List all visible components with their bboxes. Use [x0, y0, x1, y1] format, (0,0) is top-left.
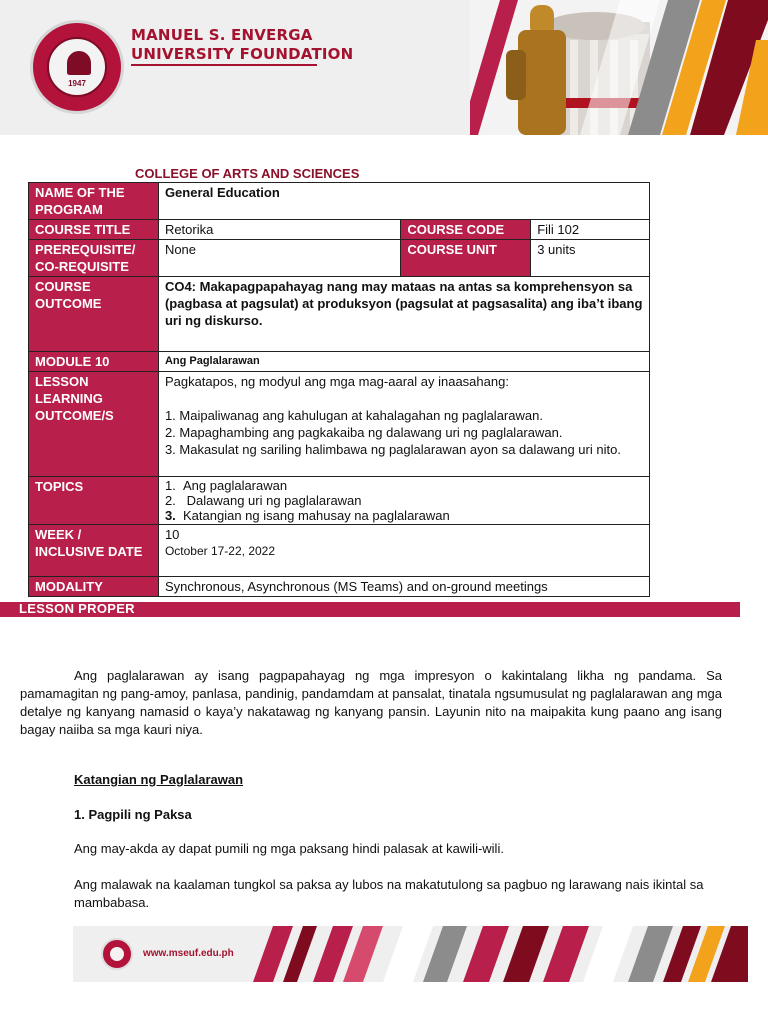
- program-value: General Education: [158, 183, 649, 220]
- inclusive-date: October 17-22, 2022: [164, 544, 276, 558]
- header-banner: [0, 0, 768, 135]
- topics-value: [158, 477, 649, 525]
- table-row: [29, 240, 650, 277]
- module-value: Ang Paglalarawan: [158, 352, 649, 372]
- table-row: [29, 525, 650, 577]
- list-item: 1. Ang paglalarawan: [164, 478, 288, 493]
- table-row: [29, 577, 650, 597]
- lesson-proper-title: LESSON PROPER: [19, 601, 135, 616]
- table-row: [29, 477, 650, 525]
- list-item: 3. Katangian ng isang mahusay na paglalarawan: [164, 508, 450, 523]
- program-label: NAME OF THE PROGRAM: [29, 183, 159, 220]
- university-name: MANUEL S. ENVERGA UNIVERSITY FOUNDATION: [131, 26, 354, 63]
- course-unit-label: COURSE UNIT: [401, 240, 531, 277]
- list-item: 3. Makasulat ng sariling halimbawa ng paglalarawan ayon sa dalawang uri nito.: [164, 442, 621, 457]
- section-heading: Katangian ng Paglalarawan: [74, 772, 244, 787]
- week-value: 10 October 17-22, 2022: [158, 525, 649, 577]
- table-row: [29, 220, 650, 240]
- table-row: [29, 372, 650, 477]
- modality-label: MODALITY: [29, 577, 159, 597]
- course-outcome-value: CO4: Makapagpapahayag nang may mataas na antas sa komprehensyon sa (pagbasa at pagsulat) at produksyon (pagsulat at pagsasalita) ang iba’t ibang uri ng diskurso.: [158, 277, 649, 352]
- course-title-value: Retorika: [158, 220, 400, 240]
- university-seal-icon: [101, 938, 133, 970]
- college-title: COLLEGE OF ARTS AND SCIENCES: [135, 166, 360, 181]
- course-title-label: COURSE TITLE: [29, 220, 159, 240]
- campus-building-image: [470, 0, 768, 135]
- point-title: 1. Pagpili ng Paksa: [74, 807, 192, 822]
- website-link[interactable]: www.mseuf.edu.ph: [143, 948, 234, 959]
- university-seal-icon: [30, 20, 124, 114]
- modality-value: Synchronous, Asynchronous (MS Teams) and on-ground meetings: [158, 577, 649, 597]
- list-item: 2. Dalawang uri ng paglalarawan: [164, 493, 362, 508]
- course-info-table: [28, 182, 650, 597]
- prerequisite-label: PREREQUISITE/ CO-REQUISITE: [29, 240, 159, 277]
- point-text: Ang malawak na kaalaman tungkol sa paksa ay lubos na makatutulong sa pagbuo ng larawang nais ikintal sa mambabasa.: [74, 877, 704, 910]
- learning-outcome-label: LESSON LEARNING OUTCOME/S: [29, 372, 159, 477]
- week-label: WEEK / INCLUSIVE DATE: [29, 525, 159, 577]
- topics-label: TOPICS: [29, 477, 159, 525]
- title-underline: [131, 64, 317, 66]
- table-row: [29, 352, 650, 372]
- palm-tree-icon: [67, 51, 91, 75]
- prerequisite-value: None: [158, 240, 400, 277]
- seal-year: 1947: [68, 79, 86, 88]
- table-row: [29, 183, 650, 220]
- course-unit-value: 3 units: [531, 240, 650, 277]
- lesson-paragraph: Ang paglalarawan ay isang pagpapahayag ng mga impresyon o kakintalang likha ng pandama. Sa pamamagitan ng pang-amoy, panlasa, pandinig, pandamdam at pansalat, tinatala ngsumusulat ng paglalarawan ang mga detalye ng kanyang namasid o kaya’y nakatawag ng kanyang pansin. Layunin nito na maipakita kung paano ang isang bagay naiiba sa mga kauri niya.: [20, 668, 722, 737]
- learning-outcome-value: [158, 372, 649, 477]
- course-code-value: Fili 102: [531, 220, 650, 240]
- course-code-label: COURSE CODE: [401, 220, 531, 240]
- footer-stripes-graphic: [253, 926, 748, 982]
- module-label: MODULE 10: [29, 352, 159, 372]
- learning-outcome-intro: Pagkatapos, ng modyul ang mga mag-aaral ay inaasahang:: [164, 374, 509, 389]
- list-item: 2. Mapaghambing ang pagkakaiba ng dalawang uri ng paglalarawan.: [164, 425, 563, 440]
- footer-banner: [73, 926, 748, 982]
- point-text: Ang may-akda ay dapat pumili ng mga paksang hindi palasak at kawili-wili.: [74, 841, 504, 856]
- course-outcome-label: COURSE OUTCOME: [29, 277, 159, 352]
- table-row: [29, 277, 650, 352]
- list-item: 1. Maipaliwanag ang kahulugan at kahalagahan ng paglalarawan.: [164, 408, 543, 423]
